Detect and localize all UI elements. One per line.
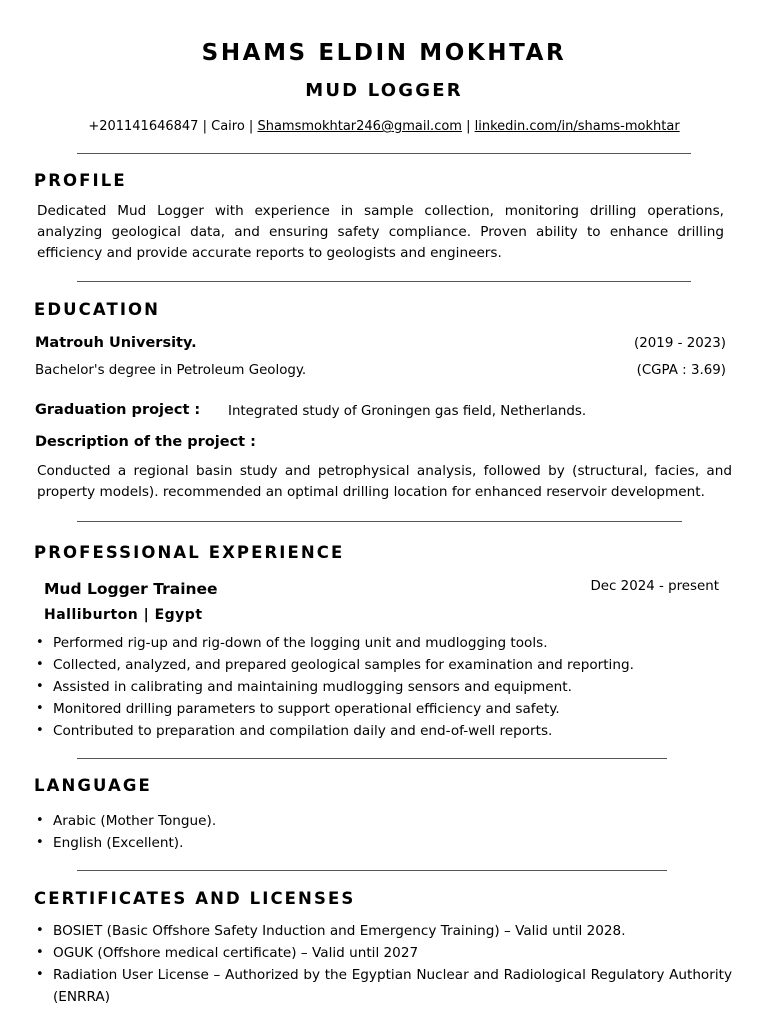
divider	[77, 153, 691, 154]
certificates-list	[35, 920, 732, 1008]
degree: Bachelor's degree in Petroleum Geology.	[35, 363, 307, 378]
list-item: • Assisted in calibrating and maintaining mudlogging sensors and equipment.	[35, 676, 634, 698]
email-link[interactable]: Shamsmokhtar246@gmail.com	[257, 119, 462, 134]
linkedin-link[interactable]: linkedin.com/in/shams-mokhtar	[474, 119, 680, 134]
project-description-label: Description of the project :	[35, 434, 256, 450]
list-item: • Contributed to preparation and compilation daily and end-of-well reports.	[35, 720, 634, 742]
list-item: • Arabic (Mother Tongue).	[35, 810, 216, 832]
divider	[77, 870, 667, 871]
list-item: • Monitored drilling parameters to support operational efficiency and safety.	[35, 698, 634, 720]
list-item: • Performed rig-up and rig-down of the logging unit and mudlogging tools.	[35, 632, 634, 654]
gpa: (CGPA : 3.69)	[636, 363, 726, 378]
job-position: Mud Logger Trainee	[44, 580, 218, 598]
phone-number: +201141646847	[88, 119, 199, 134]
section-heading-education: EDUCATION	[34, 300, 161, 319]
separator: |	[461, 119, 475, 134]
list-item: • English (Excellent).	[35, 832, 216, 854]
candidate-name: SHAMS ELDIN MOKHTAR	[201, 40, 567, 66]
graduation-project-label: Graduation project :	[35, 402, 201, 418]
list-item: • Radiation User License – Authorized by the Egyptian Nuclear and Radiological Regulatory Authority (ENRRA)	[35, 964, 732, 1008]
job-title: MUD LOGGER	[305, 80, 463, 101]
divider	[77, 521, 682, 522]
city: Cairo	[211, 119, 245, 134]
company: Halliburton | Egypt	[44, 607, 203, 623]
separator: |	[244, 119, 258, 134]
experience-bullets	[35, 632, 634, 742]
list-item: • Collected, analyzed, and prepared geological samples for examination and reporting.	[35, 654, 634, 676]
list-item: • OGUK (Offshore medical certificate) – Valid until 2027	[35, 942, 732, 964]
profile-summary: Dedicated Mud Logger with experience in sample collection, monitoring drilling operations, analyzing geological data, and ensuring safety compliance. Proven ability to enhance drilling efficiency and provide accurate reports to geologists and engineers.	[37, 203, 724, 261]
divider	[77, 758, 667, 759]
university-name: Matrouh University.	[35, 335, 197, 351]
section-heading-profile: PROFILE	[34, 171, 127, 190]
education-years: (2019 - 2023)	[634, 336, 726, 351]
section-heading-language: LANGUAGE	[34, 776, 152, 795]
separator: |	[198, 119, 212, 134]
graduation-project-title: Integrated study of Groningen gas field, Netherlands.	[228, 404, 587, 419]
contact-line	[0, 119, 768, 134]
job-dates: Dec 2024 - present	[590, 579, 719, 594]
divider	[77, 281, 691, 282]
language-list	[35, 810, 216, 854]
section-heading-experience: PROFESSIONAL EXPERIENCE	[34, 543, 345, 562]
section-heading-certificates: CERTIFICATES AND LICENSES	[34, 889, 356, 908]
project-description: Conducted a regional basin study and petrophysical analysis, followed by (structural, facies, and property models). recommended an optimal drilling location for enhanced reservoir development.	[37, 463, 732, 500]
list-item: • BOSIET (Basic Offshore Safety Induction and Emergency Training) – Valid until 2028.	[35, 920, 732, 942]
